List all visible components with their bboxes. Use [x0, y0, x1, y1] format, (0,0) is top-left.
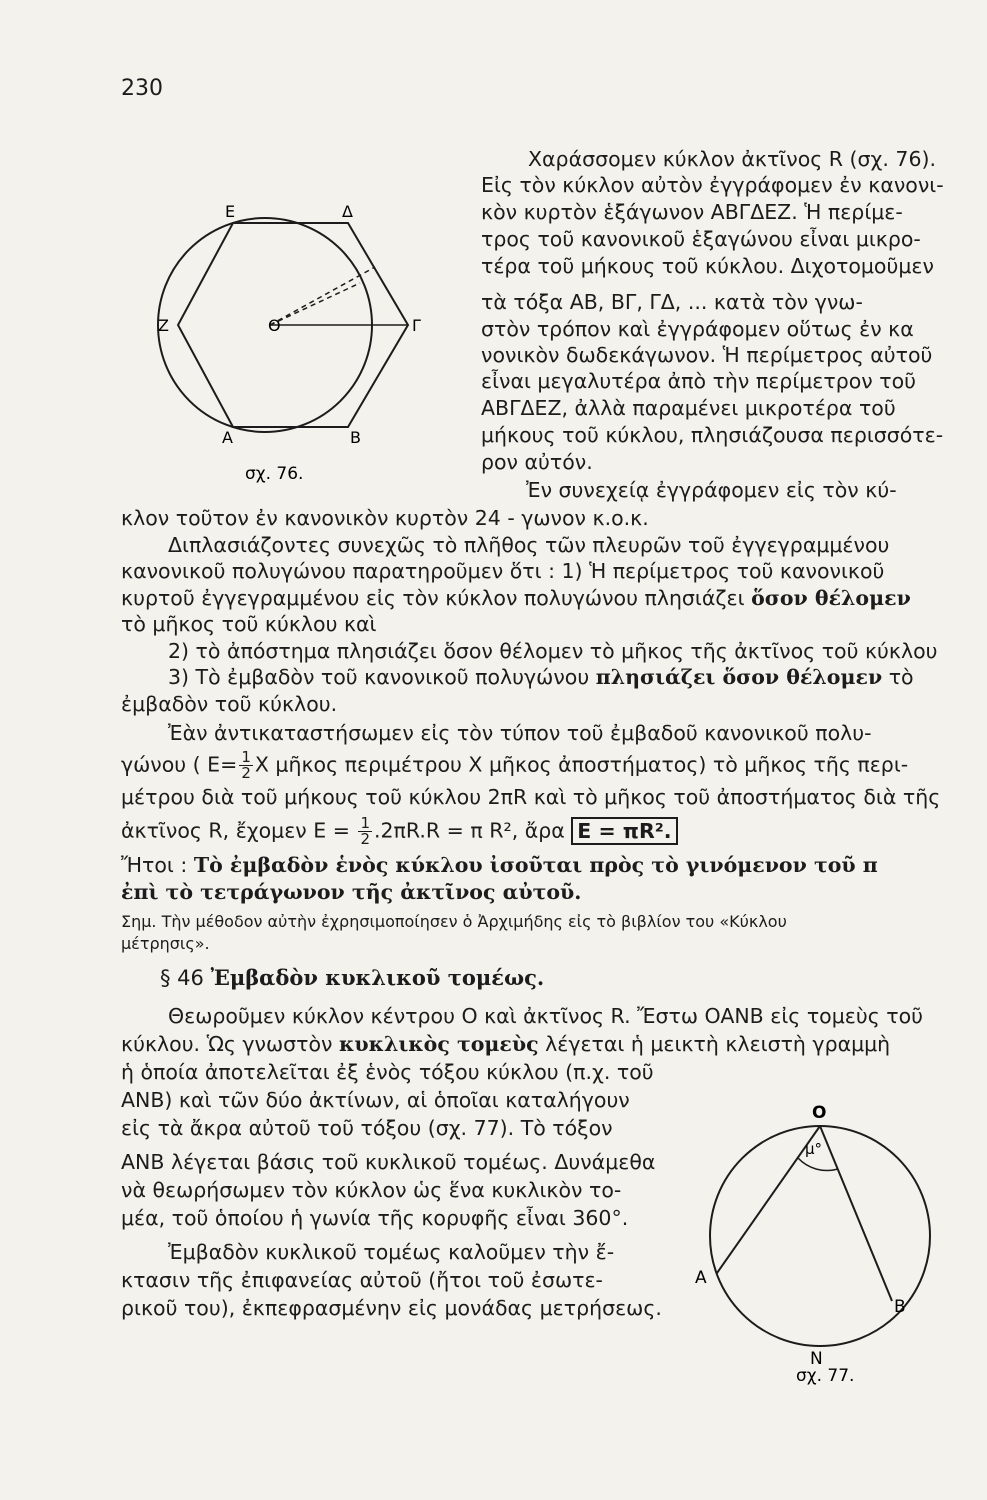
text-line: κανονικοῦ πολυγώνου παρατηροῦμεν ὅτι : 1) Ἡ περίμετρος τοῦ κανονικοῦ — [121, 559, 885, 583]
text-line: εἰς τὰ ἄκρα αὐτοῦ τοῦ τόξου (σχ. 77). Τὸ τόξον — [121, 1116, 613, 1140]
label-angle-mu: μ° — [805, 1140, 823, 1158]
text-line: Ἐν συνεχείᾳ ἐγγράφομεν εἰς τὸν κύ- — [526, 478, 897, 502]
text-line: κτασιν τῆς ἐπιφανείας αὐτοῦ (ἤτοι τοῦ ἐσωτε- — [121, 1268, 603, 1292]
note-line: μέτρησις». — [121, 934, 210, 953]
label-A: A — [695, 1268, 707, 1288]
text-line: ρικοῦ του), ἐκπεφρασμένην εἰς μονάδας μετρήσεως. — [121, 1296, 662, 1320]
text-line: νονικὸν δωδεκάγωνον. Ἡ περίμετρος αὐτοῦ — [481, 343, 933, 367]
text-line: ἡ ὁποία ἀποτελεῖται ἐξ ἑνὸς τόξου κύκλου (π.χ. τοῦ — [121, 1060, 654, 1084]
boxed-formula: E = πR². — [571, 817, 677, 845]
text-line: Ἐὰν ἀντικαταστήσωμεν εἰς τὸν τύπον τοῦ ἐμβαδοῦ κανονικοῦ πολυ- — [168, 721, 872, 745]
text-line: 3) Τὸ ἐμβαδὸν τοῦ κανονικοῦ πολυγώνου πλησιάζει ὅσον θέλομεν τὸ — [168, 665, 914, 689]
text-line: τὰ τόξα ΑΒ, ΒΓ, ΓΔ, ... κατὰ τὸν γνω- — [481, 290, 863, 314]
text-line: μήκους τοῦ κύκλου, πλησιάζουσα περισσότε- — [481, 423, 944, 447]
text-line: εἶναι μεγαλυτέρα ἀπὸ τὴν περίμετρον τοῦ — [481, 369, 916, 393]
label-A: A — [222, 428, 233, 447]
formula-line: ἀκτῖνος R, ἔχομεν E = $\frac{1}{2}$ .2πR.R = π R², ἄρα E = πR². — [121, 816, 678, 847]
page-number: 230 — [121, 76, 163, 101]
text-line: ἐπὶ τὸ τετράγωνον τῆς ἀκτῖνος αὐτοῦ. — [121, 880, 582, 904]
label-Z: Z — [158, 316, 169, 335]
radius-OB — [820, 1126, 892, 1301]
label-N: N — [810, 1349, 823, 1369]
text-line: 2) τὸ ἀπόστημα πλησιάζει ὅσον θέλομεν τὸ μῆκος τῆς ἀκτῖνος τοῦ κύκλου — [168, 639, 938, 663]
fraction-one-half: $\frac{1}{2}$ — [360, 814, 370, 848]
label-O: O — [812, 1103, 827, 1123]
label-G: Γ — [412, 316, 421, 335]
text-line: κλον τοῦτον ἐν κανονικὸν κυρτὸν 24 - γωνον κ.ο.κ. — [121, 506, 649, 530]
text-line: Θεωροῦμεν κύκλον κέντρου O καὶ ἀκτῖνος R. Ἔστω OANB εἰς τομεὺς τοῦ — [168, 1004, 923, 1028]
figure-76-hexagon-in-circle — [150, 195, 450, 495]
label-O: O — [268, 316, 281, 335]
text-line: ANB) καὶ τῶν δύο ἀκτίνων, αἱ ὁποῖαι καταλήγουν — [121, 1088, 630, 1112]
text-line: Εἰς τὸν κύκλον αὐτὸν ἐγγράφομεν ἐν κανονι- — [481, 173, 944, 197]
text-line: τὸ μῆκος τοῦ κύκλου καὶ — [121, 612, 377, 636]
text-line: ρον αὐτόν. — [481, 450, 593, 474]
text-line: ἐμβαδὸν τοῦ κύκλου. — [121, 692, 338, 716]
text-line: μέτρου διὰ τοῦ μήκους τοῦ κύκλου 2πR καὶ τὸ μῆκος τοῦ ἀποστήματος διὰ τῆς — [121, 785, 941, 809]
text-line: Χαράσσομεν κύκλον ἀκτῖνος R (σχ. 76). — [528, 147, 937, 171]
text-line: κὸν κυρτὸν ἑξάγωνον ΑΒΓΔΕΖ. Ἡ περίμε- — [481, 200, 903, 224]
label-D: Δ — [342, 202, 353, 221]
text-line: Διπλασιάζοντες συνεχῶς τὸ πλῆθος τῶν πλευρῶν τοῦ ἐγγεγραμμένου — [168, 533, 890, 557]
caption-77: σχ. 77. — [796, 1366, 855, 1386]
figure-77-circular-sector — [680, 1098, 945, 1398]
text-line: τέρα τοῦ μήκους τοῦ κύκλου. Διχοτομοῦμεν — [481, 254, 934, 278]
section-heading: § 46 Ἐμβαδὸν κυκλικοῦ τομέως. — [160, 965, 545, 990]
text-line: Ἐμβαδὸν κυκλικοῦ τομέως καλοῦμεν τὴν ἔ- — [168, 1240, 615, 1264]
text-line: ANB λέγεται βάσις τοῦ κυκλικοῦ τομέως. Δυνάμεθα — [121, 1150, 656, 1174]
text-line: μέα, τοῦ ὁποίου ἡ γωνία τῆς κορυφῆς εἶναι 360°. — [121, 1206, 629, 1230]
angle-arc — [798, 1158, 838, 1171]
text-line: στὸν τρόπον καὶ ἐγγράφομεν οὕτως ἐν κα — [481, 317, 914, 341]
text-line: κυρτοῦ ἐγγεγραμμένου εἰς τὸν κύκλον πολυγώνου πλησιάζει ὅσον θέλομεν — [121, 586, 911, 610]
label-E: E — [225, 202, 236, 221]
formula-line: γώνου ( E= $\frac{1}{2}$ X μῆκος περιμέτρου X μῆκος ἀποστήματος) τὸ μῆκος τῆς περι- — [121, 748, 909, 782]
label-B: B — [894, 1297, 906, 1317]
text-line: Ἤτοι : Τὸ ἐμβαδὸν ἑνὸς κύκλου ἰσοῦται πρὸς τὸ γινόμενον τοῦ π — [121, 853, 878, 877]
text-line: τρος τοῦ κανονικοῦ ἑξαγώνου εἶναι μικρο- — [481, 227, 921, 251]
text-line: κύκλου. Ὡς γνωστὸν κυκλικὸς τομεὺς λέγεται ἡ μεικτὴ κλειστὴ γραμμὴ — [121, 1032, 891, 1056]
text-line: νὰ θεωρήσωμεν τὸν κύκλον ὡς ἕνα κυκλικὸν το- — [121, 1178, 622, 1202]
text-line: ΑΒΓΔΕΖ, ἀλλὰ παραμένει μικροτέρα τοῦ — [481, 396, 896, 420]
note-line: Σημ. Τὴν μέθοδον αὐτὴν ἐχρησιμοποίησεν ὁ Ἀρχιμήδης εἰς τὸ βιβλίον του «Κύκλου — [121, 912, 787, 931]
fraction-one-half: $\frac{1}{2}$ — [241, 748, 251, 782]
caption-76: σχ. 76. — [245, 464, 304, 484]
label-B: B — [350, 428, 361, 447]
